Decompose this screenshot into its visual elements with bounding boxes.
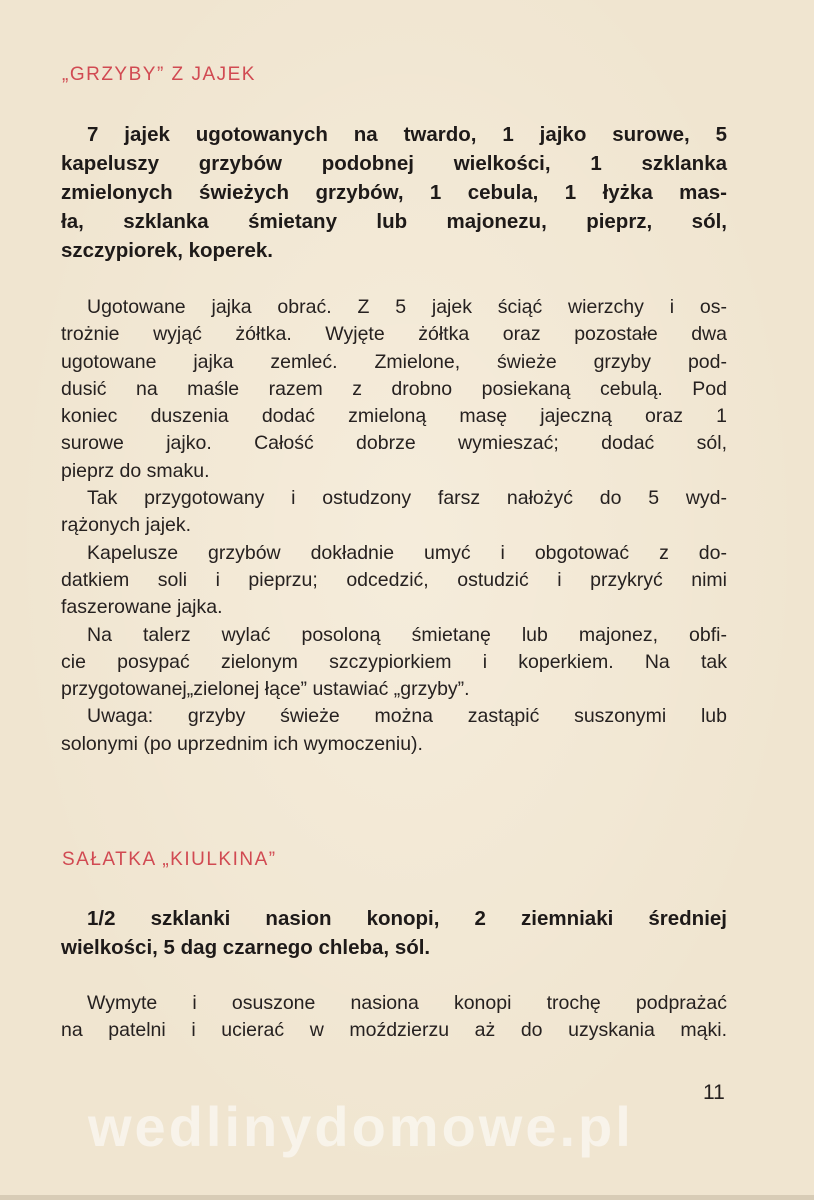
- text-line: trożnie wyjąć żółtka. Wyjęte żółtka oraz pozostałe dwa: [61, 323, 727, 346]
- recipe-title: „GRZYBY” Z JAJEK: [62, 64, 256, 85]
- text-line: zmielonych świeżych grzybów, 1 cebula, 1 łyżka mas-: [61, 181, 727, 204]
- text-line: wielkości, 5 dag czarnego chleba, sól.: [61, 936, 431, 959]
- watermark: wedlinydomowe.pl: [88, 1095, 634, 1158]
- text-line: Tak przygotowany i ostudzony farsz nałożyć do 5 wyd-: [87, 487, 727, 510]
- text-line: przygotowanej„zielonej łące” ustawiać „grzyby”.: [61, 678, 470, 701]
- text-line: datkiem soli i pieprzu; odcedzić, ostudzić i przykryć nimi: [61, 568, 727, 591]
- text-line: dusić na maśle razem z drobno posiekaną cebulą. Pod: [61, 377, 727, 400]
- text-line: pieprz do smaku.: [61, 459, 210, 482]
- text-line: cie posypać zielonym szczypiorkiem i koperkiem. Na tak: [61, 650, 727, 673]
- text-line: Uwaga: grzyby świeże można zastąpić suszonymi lub: [87, 705, 727, 728]
- text-line: 1/2 szklanki nasion konopi, 2 ziemniaki średniej: [87, 907, 727, 930]
- text-line: surowe jajko. Całość dobrze wymieszać; dodać sól,: [61, 432, 727, 455]
- text-line: Ugotowane jajka obrać. Z 5 jajek ściąć wierzchy i os-: [87, 296, 727, 318]
- page-edge: [0, 1195, 814, 1200]
- text-line: Kapelusze grzybów dokładnie umyć i obgotować z do-: [87, 541, 727, 564]
- text-line: rążonych jajek.: [61, 514, 192, 537]
- ingredients-list: [61, 904, 727, 962]
- method-text: [61, 294, 727, 758]
- recipe-title: SAŁATKA „KIULKINA”: [62, 849, 277, 870]
- text-line: szczypiorek, koperek.: [61, 239, 273, 262]
- text-line: Wymyte i osuszone nasiona konopi trochę podprażać: [87, 992, 727, 1014]
- text-line: Na talerz wylać posoloną śmietanę lub majonez, obfi-: [87, 623, 727, 646]
- text-line: solonymi (po uprzednim ich wymoczeniu).: [61, 732, 423, 755]
- text-line: koniec duszenia dodać zmieloną masę jajeczną oraz 1: [61, 405, 727, 428]
- text-line: 7 jajek ugotowanych na twardo, 1 jajko surowe, 5: [87, 123, 727, 146]
- method-text: [61, 990, 727, 1045]
- text-line: ugotowane jajka zemleć. Zmielone, świeże grzyby pod-: [61, 350, 727, 373]
- text-line: ła, szklanka śmietany lub majonezu, pieprz, sól,: [61, 210, 727, 233]
- text-line: faszerowane jajka.: [61, 596, 223, 619]
- page-number: 11: [703, 1081, 725, 1104]
- ingredients-list: [61, 120, 727, 265]
- text-line: na patelni i ucierać w moździerzu aż do uzyskania mąki.: [61, 1019, 727, 1042]
- text-line: kapeluszy grzybów podobnej wielkości, 1 szklanka: [61, 152, 727, 175]
